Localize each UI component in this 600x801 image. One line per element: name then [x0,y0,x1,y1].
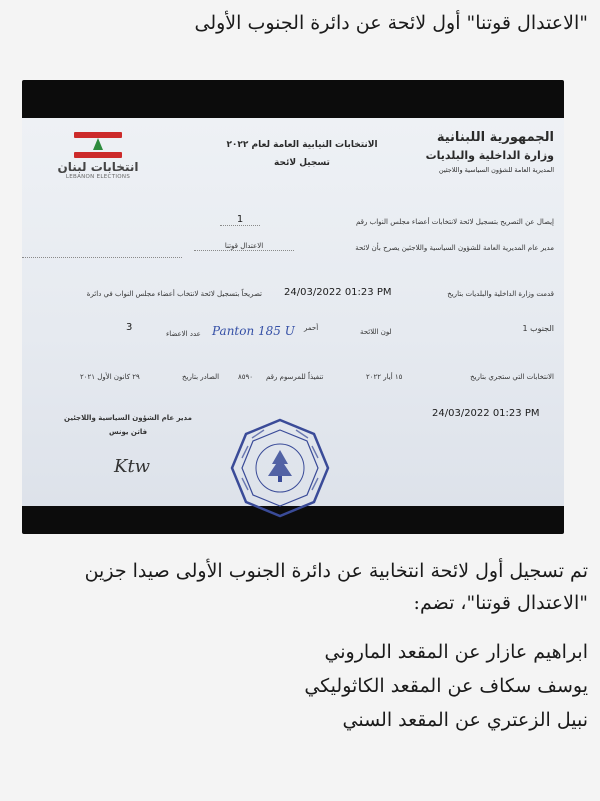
received-label: قدمت وزارة الداخلية والبلديات بتاريخ [447,290,554,298]
registration-receipt [22,118,564,506]
issued-date: ٢٩ كانون الأول ٢٠٢١ [80,373,140,381]
article-body [12,555,588,737]
decree-label: تنفيذاً للمرسوم رقم [266,373,324,381]
received-datetime: 24/03/2022 01:23 PM [284,287,392,298]
ministry-header [426,130,554,174]
declaration-text: تصريحاً بتسجيل لائحة لانتخاب أعضاء مجلس النواب في دائرة [86,290,262,298]
director-statement: مدير عام المديرية العامة للشؤون السياسية واللاجئين يصرح بأن لائحة [355,244,554,252]
flag-cedar-icon [74,132,122,158]
signatory-block [58,414,198,436]
receipt-number: 1 [220,214,260,226]
list-name: الاعتدال قوتنا [194,242,294,251]
document-title [202,140,402,168]
signature: Ktw [114,456,151,477]
official-seal [228,416,332,520]
ministry-line-1: الجمهورية اللبنانية [436,130,554,145]
elections-label: الانتخابات التي ستجري بتاريخ [470,373,554,381]
logo-arabic-text: انتخابات لبنان [57,160,139,174]
article-intro: تم تسجيل أول لائحة انتخابية عن دائرة الجنوب الأولى صيدا جزين "الاعتدال قوتنا"، تضم: [84,560,588,614]
signatory-name: فاتن يونس [108,428,148,436]
candidate-item: نبيل الزعتري عن المقعد السني [342,709,588,731]
stamp-timestamp: 24/03/2022 01:23 PM [432,408,540,419]
signatory-title: مدير عام الشؤون السياسية واللاجئين [64,414,192,422]
lebanon-elections-logo [52,132,144,180]
elections-date: ١٥ أيار ٢٠٢٢ [366,373,403,381]
headline: "الاعتدال قوتنا" أول لائحة عن دائرة الجنوب الأولى [194,12,588,34]
ministry-line-3: المديرية العامة للشؤون السياسية واللاجئين [438,166,554,174]
document-header-subtitle: تسجيل لائحة [274,158,330,168]
document-photo [22,80,564,534]
candidate-item: ابراهيم عازار عن المقعد الماروني [324,641,588,663]
district-value: الجنوب 1 [522,324,554,333]
ministry-line-2: وزارة الداخلية والبلديات [425,149,554,162]
candidate-item: يوسف سكاف عن المقعد الكاثوليكي [304,675,588,697]
candidate-list [12,635,588,737]
document-header-title: الانتخابات النيابية العامة لعام ٢٠٢٢ [226,140,378,150]
cedar-seal-icon [228,416,332,520]
list-color-value: أحمر [304,324,319,332]
issued-label: الصادر بتاريخ [182,373,220,381]
members-count: 3 [126,322,133,333]
members-label: عدد الاعضاء [166,330,201,338]
receipt-label: إيصال عن التصريح بتسجيل لائحة لانتخابات أعضاء مجلس النواب رقم [356,218,554,226]
logo-english-text: LEBANON ELECTIONS [65,174,131,180]
decree-number: ٨٥٩٠ [238,373,254,381]
list-color-label: لون اللائحة [360,328,392,336]
blank-line [22,256,182,258]
pantone-value: Panton 185 U [212,324,295,338]
